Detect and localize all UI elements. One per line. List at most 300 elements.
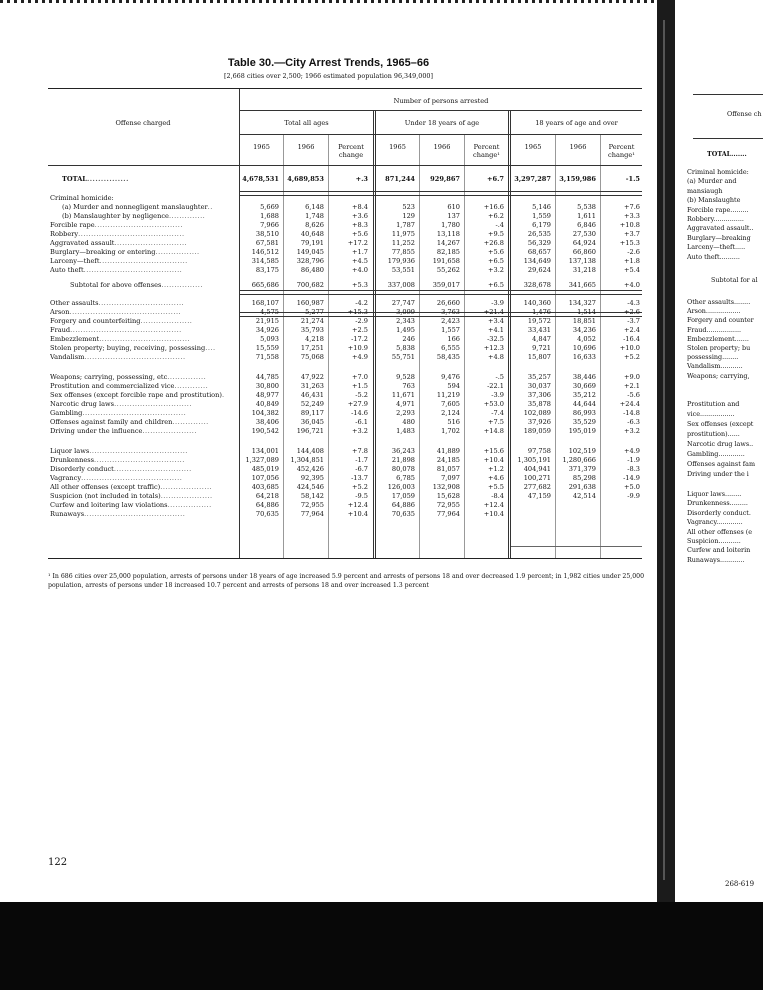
row-label [50,391,236,400]
cell-value: +4.9 [351,353,368,361]
cell-value: 53,551 [391,266,415,274]
cell-value: +3.2 [623,427,640,435]
right-line: Vagrancy............. [687,518,743,527]
cell-value: 190,542 [251,427,279,435]
cell-value: 9,528 [396,373,415,381]
table-row [48,409,642,418]
cell-value: +4.8 [487,353,504,361]
right-line: Driving under the i [687,470,749,478]
cell-value: 89,117 [300,409,324,417]
cell-value: +5.6 [351,230,368,238]
cell-value: +8.4 [351,203,368,211]
cell-value: 46,431 [300,391,324,399]
cell-value: +3.6 [351,212,368,220]
cell-value: 1,748 [305,212,324,220]
cell-value: 134,001 [251,447,279,455]
cell-value: 277,682 [523,483,551,491]
cell-value: 5,277 [305,308,324,316]
offense-name: Other assaults [50,299,99,307]
offense-name: Robbery [50,230,79,238]
offense-name: Curfew and loitering law violations [50,501,168,509]
cell-value: -16.4 [623,335,640,343]
leader-dots: .............. [172,418,209,426]
cell-value: 26,535 [527,230,551,238]
cell-value: 7,966 [260,221,279,229]
offense-name: Disorderly conduct [50,465,114,473]
cell-value: 700,682 [296,281,324,289]
offense-name: Liquor laws [50,447,90,455]
cell-value: +12.4 [347,501,368,509]
offense-name: All other offenses (except traffic) [50,483,161,491]
cell-value: 36,045 [300,418,324,426]
cell-value: 4,218 [305,335,324,343]
cell-value: +5.2 [623,353,640,361]
cell-value: 17,251 [300,344,324,352]
table-row [48,326,642,335]
cell-value: 359,017 [432,281,460,289]
cell-value: 71,558 [255,353,279,361]
cell-value: +4.0 [351,266,368,274]
cell-value: -1.7 [355,456,368,464]
cell-value: +2.5 [351,326,368,334]
cell-value: 58,142 [300,492,324,500]
leader-dots: ................. [167,501,212,509]
offense-name: Forgery and counterfeiting [50,317,141,325]
cell-value: +27.9 [347,400,368,408]
offense-name: Subtotal for above offenses [70,281,162,289]
leader-dots: .. [207,203,213,211]
table-row [48,492,642,501]
cell-value: -14.9 [623,474,640,482]
cell-value: 11,671 [391,391,415,399]
header-1965: 1965 [524,143,542,151]
cell-value: +6.2 [487,212,504,220]
cell-value: 38,406 [255,418,279,426]
leader-dots: .................................. [94,221,183,229]
table-row [48,194,642,203]
right-header: Offense ch [727,110,762,118]
leader-dots: .................... [160,492,213,500]
cell-value: +2.6 [623,308,640,316]
cell-value: -17.2 [351,335,368,343]
cell-value: 195,019 [568,427,596,435]
cell-value: 47,159 [527,492,551,500]
header-1965: 1965 [253,143,270,151]
table-row [48,299,642,308]
row-label [50,418,236,427]
row-label [50,400,236,409]
page-number: 122 [48,857,68,868]
header-total-all-ages: Total all ages [284,119,329,127]
cell-value: -5.2 [355,391,368,399]
cell-value: 102,519 [568,447,596,455]
cell-value: 35,793 [300,326,324,334]
table-title: Table 30.—City Arrest Trends, 1965–66 [227,57,430,69]
cell-value: -5.6 [627,391,640,399]
cell-value: 30,800 [255,382,279,390]
cell-value: 168,107 [251,299,279,307]
right-line: Embezzlement....... [687,334,749,343]
right-line: Offenses against fam [687,460,756,468]
cell-value: 104,382 [251,409,279,417]
cell-value: +2.1 [623,382,640,390]
right-line: All other offenses (e [687,527,753,536]
leader-dots: ....................................... [84,510,186,518]
cell-value: 48,977 [255,391,279,399]
offense-name: Vagrancy [50,474,82,482]
right-line: Stolen property; bu [687,344,751,352]
cell-value: 480 [402,418,415,426]
cell-value: 594 [447,382,460,390]
cell-value: 337,008 [387,281,415,289]
rule [693,138,763,139]
header-percent-change: Percent change¹ [608,143,635,160]
cell-value: -14.8 [623,409,640,417]
cell-value: +14.8 [483,427,504,435]
cell-value: -3.9 [491,299,504,307]
leader-dots: . [221,391,225,399]
cell-value: 1,304,851 [290,456,324,464]
cell-value: 70,635 [391,510,415,518]
row-label [50,501,236,510]
cell-value: 1,559 [532,212,551,220]
table-row [48,465,642,474]
cell-value: +4.0 [623,281,640,289]
header-1966: 1966 [569,143,587,151]
cell-value: 55,751 [391,353,415,361]
cell-value: 3,297,287 [514,175,551,183]
cell-value: 2,124 [441,409,460,417]
cell-value: 516 [447,418,460,426]
table-row [48,474,642,483]
leader-dots: ............... [167,373,207,381]
offense-name: Drunkenness [50,456,94,464]
right-line: Drunkenness......... [687,499,748,508]
cell-value: 64,218 [255,492,279,500]
row-label [50,427,236,436]
right-line: Criminal homicide: [687,168,749,176]
row-label [50,308,236,317]
right-line: Forcible rape......... [687,205,749,214]
cell-value: 21,898 [391,456,415,464]
table-row [48,427,642,436]
cell-value: 189,059 [523,427,551,435]
rule [693,94,763,95]
leader-dots: ........................................... [69,308,182,316]
cell-value: 328,678 [523,281,551,289]
cell-value: 21,274 [300,317,324,325]
leader-dots: .................... [160,483,213,491]
cell-value: 15,807 [527,353,551,361]
right-subtotal: Subtotal for al [711,276,758,284]
table-row [48,230,642,239]
cell-value: 403,685 [251,483,279,491]
cell-value: 610 [447,203,460,211]
row-label [50,373,236,382]
cell-value: 523 [402,203,415,211]
cell-value: 86,993 [572,409,596,417]
cell-value: +9.0 [623,373,640,381]
cell-value: +3.7 [623,230,640,238]
cell-value: 41,889 [436,447,460,455]
row-label [50,382,236,391]
cell-value: 35,257 [527,373,551,381]
cell-value: 64,886 [255,501,279,509]
cell-value: -.5 [495,373,504,381]
cell-value: 92,395 [300,474,324,482]
cell-value: 179,936 [387,257,415,265]
offense-name: Fraud [50,326,71,334]
table-row [48,281,642,290]
offense-name: Offenses against family and children [50,418,173,426]
cell-value: 40,648 [300,230,324,238]
table-row [48,483,642,492]
header-percent-change: Percent change¹ [473,143,500,160]
header-rule [48,165,642,166]
cell-value: 27,530 [572,230,596,238]
offense-name: Forcible rape [50,221,95,229]
cell-value: 30,037 [527,382,551,390]
header-under-18: Under 18 years of age [404,119,480,127]
cell-value: 85,298 [572,474,596,482]
cell-value: +53.0 [483,400,504,408]
cell-value: 1,611 [577,212,596,220]
row-label [50,266,236,275]
cell-value: 341,665 [568,281,596,289]
cell-value: +4.6 [487,474,504,482]
cell-value: 1,688 [260,212,279,220]
cell-value: 149,045 [296,248,324,256]
table-row [48,373,642,382]
cell-value: 15,559 [255,344,279,352]
table-row [48,391,642,400]
table-row [48,382,642,391]
cell-value: +24.4 [619,400,640,408]
row-label [50,483,236,492]
cell-value: +7.6 [623,203,640,211]
cell-value: 100,271 [523,474,551,482]
header-1966: 1966 [433,143,451,151]
right-line: Narcotic drug laws.. [687,440,754,448]
cell-value: 9,721 [532,344,551,352]
cell-value: 44,785 [255,373,279,381]
cell-value: 134,327 [568,299,596,307]
header-percent-change: Percent change [338,143,364,160]
scan-bottom-band [0,902,763,990]
leader-dots: .............. [168,212,206,220]
cell-value: +3.2 [351,427,368,435]
cell-value: 31,263 [300,382,324,390]
offense-name: Burglary—breaking or entering [50,248,156,256]
offense-name: Weapons; carrying, possessing, etc [50,373,168,381]
table-row [48,353,642,362]
cell-value: 102,089 [523,409,551,417]
right-line: Curfew and loiterin [687,546,751,555]
offense-name: (a) Murder and nonnegligent manslaughter [62,203,208,211]
table-row [48,456,642,465]
cell-value: 6,846 [577,221,596,229]
cell-value: 75,068 [300,353,324,361]
cell-value: 5,146 [532,203,551,211]
cell-value: 4,847 [532,335,551,343]
right-line: vice................. [687,410,735,418]
row-label [50,221,236,230]
cell-value: 37,306 [527,391,551,399]
cell-value: 17,059 [391,492,415,500]
cell-value: +21.4 [483,308,504,316]
cell-value: 83,175 [255,266,279,274]
cell-value: 137 [447,212,460,220]
leader-dots: ....................................... [81,474,183,482]
cell-value: +5.0 [623,483,640,491]
cell-value: 38,446 [572,373,596,381]
cell-value: 371,379 [568,465,596,473]
leader-dots: ....................................... [84,353,186,361]
cell-value: -6.1 [355,418,368,426]
table-row [48,266,642,275]
cell-value: 14,267 [436,239,460,247]
leader-dots: ................ [161,281,203,289]
cell-value: 1,780 [441,221,460,229]
row-label [50,465,236,474]
header-offense: Offense charged [115,119,171,127]
offense-name: Stolen property; buying, receiving, possessing [50,344,206,352]
cell-value: +8.3 [351,221,368,229]
cell-value: 3,159,986 [559,175,596,183]
cell-value: 97,758 [527,447,551,455]
cell-value: +1.5 [351,382,368,390]
cell-value: 68,657 [527,248,551,256]
cell-value: +10.4 [483,510,504,518]
header-number-arrested: Number of persons arrested [393,97,489,105]
cell-value: 1,702 [441,427,460,435]
cell-value: +.3 [355,175,368,183]
cell-value: -2.6 [627,248,640,256]
cell-value: 72,955 [436,501,460,509]
cell-value: 107,056 [251,474,279,482]
cell-value: 132,908 [432,483,460,491]
cell-value: 36,243 [391,447,415,455]
cell-value: 485,019 [251,465,279,473]
cell-value: 19,572 [527,317,551,325]
offense-name: Gambling [50,409,83,417]
table-row [48,175,642,184]
cell-value: 424,546 [296,483,324,491]
table-row [48,501,642,510]
header-1965: 1965 [389,143,406,151]
cell-value: 140,360 [523,299,551,307]
offense-name: Aggravated assault [50,239,115,247]
row-label [50,317,236,326]
cell-value: 56,329 [527,239,551,247]
cell-value: 4,971 [396,400,415,408]
row-label [50,194,236,203]
cell-value: 4,052 [577,335,596,343]
right-page-fragment [675,0,763,902]
cell-value: 10,696 [572,344,596,352]
cell-value: 2,343 [396,317,415,325]
row-label [50,326,236,335]
cell-value: -3.9 [491,391,504,399]
leader-dots: .... [205,344,216,352]
cell-value: +15.3 [619,239,640,247]
cell-value: 196,721 [296,427,324,435]
cell-value: +6.7 [487,175,504,183]
cell-value: 9,476 [441,373,460,381]
table-row [48,335,642,344]
table-row [48,400,642,409]
cell-value: 27,747 [391,299,415,307]
table-row [48,212,642,221]
cell-value: 1,305,191 [517,456,551,464]
table-row [48,221,642,230]
cell-value: 38,510 [255,230,279,238]
cell-value: 35,878 [527,400,551,408]
header-1966: 1966 [297,143,315,151]
cell-value: -13.7 [351,474,368,482]
cell-value: 30,669 [572,382,596,390]
row-label [50,239,236,248]
header-rule [239,134,642,135]
right-line: Weapons; carrying, [687,371,750,380]
row-label [50,474,236,483]
cell-value: 1,483 [396,427,415,435]
leader-dots: ...................................... [83,266,183,274]
right-line: Burglary—breaking [687,233,751,242]
cell-value: 7,097 [441,474,460,482]
right-line: mansiaugh [687,186,723,195]
table-row [48,308,642,317]
cell-value: 5,093 [260,335,279,343]
cell-value: +12.3 [483,344,504,352]
cell-value: +12.4 [483,501,504,509]
blank-rule [511,546,642,547]
leader-dots: ..................... [142,427,197,435]
row-label [50,447,236,456]
right-line: Prostitution and [687,400,740,408]
cell-value: 129 [402,212,415,220]
cell-value: +7.8 [351,447,368,455]
cell-value: -8.3 [627,465,640,473]
right-line: Aggravated assault.. [687,224,754,233]
table-row [48,248,642,257]
cell-value: -8.4 [491,492,504,500]
right-line: (b) Manslaughte [687,196,741,205]
cell-value: 404,941 [523,465,551,473]
cell-value: 6,148 [305,203,324,211]
offense-name: Larceny—theft [50,257,100,265]
cell-value: 134,649 [523,257,551,265]
cell-value: -14.6 [351,409,368,417]
row-label [50,510,236,519]
cell-value: 191,658 [432,257,460,265]
offense-name: Driving under the influence [50,427,143,435]
leader-dots: ............. [174,382,209,390]
cell-value: 144,408 [296,447,324,455]
table-row [48,418,642,427]
cell-value: 7,605 [441,400,460,408]
row-label [50,248,236,257]
cell-value: 35,212 [572,391,596,399]
cell-value: 15,628 [436,492,460,500]
cell-value: +7.5 [487,418,504,426]
scan-edge-top [0,0,657,3]
cell-value: 58,435 [436,353,460,361]
cell-value: +4.1 [487,326,504,334]
cell-value: +2.4 [623,326,640,334]
cell-value: +1.2 [487,465,504,473]
table-row [48,203,642,212]
